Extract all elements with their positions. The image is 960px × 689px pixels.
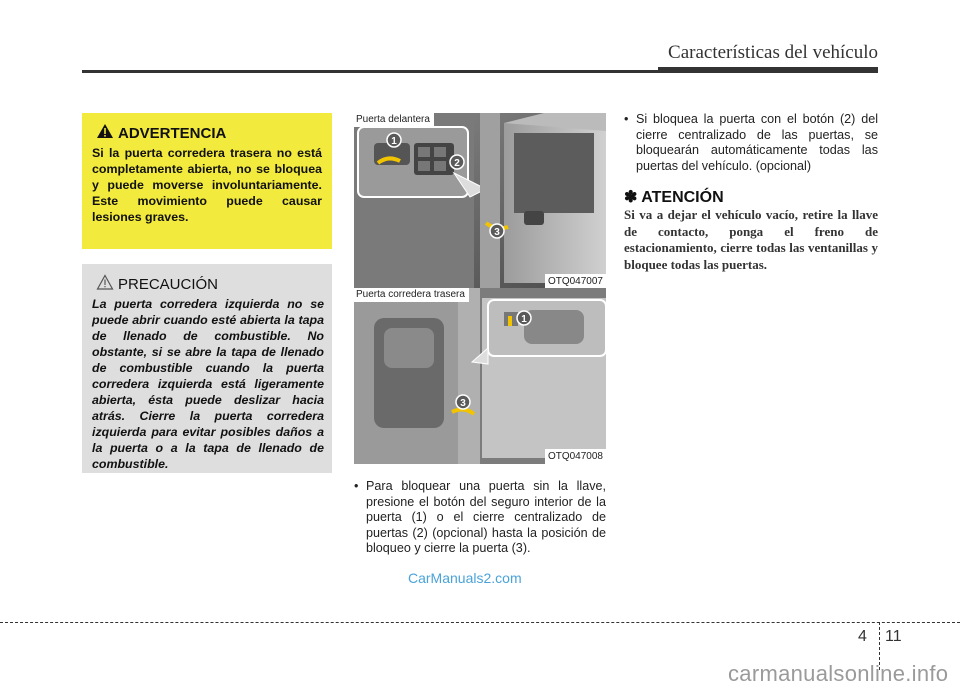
callout-1-icon [517, 311, 531, 325]
sliding-door-illustration [354, 288, 606, 464]
caution-triangle-icon [96, 274, 114, 290]
sliding-door-photo [354, 288, 606, 464]
site-watermark: carmanualsonline.info [728, 661, 949, 686]
list-item [624, 112, 878, 174]
callout-3-icon [456, 395, 470, 409]
svg-text:1: 1 [521, 314, 527, 325]
caution-title: PRECAUCIÓN [118, 276, 219, 293]
svg-text:3: 3 [460, 398, 466, 409]
warning-body: Si la puerta corredera trasera no está completamente abierta, no se bloquea y puede moverse involuntariamente. Este movimiento puede causar lesiones graves. [92, 146, 322, 224]
front-door-photo [354, 113, 606, 289]
warning-box [82, 113, 332, 249]
bullet-icon: • [354, 479, 359, 493]
svg-text:1: 1 [391, 136, 397, 147]
warning-triangle-icon [96, 123, 114, 139]
svg-text:2: 2 [454, 158, 460, 169]
footer-rule [0, 622, 960, 623]
figure-label: Puerta delantera [354, 113, 434, 127]
caution-box [82, 264, 332, 473]
figure-label: Puerta corredera trasera [354, 288, 469, 302]
page-number: 11 [885, 628, 902, 645]
attention-title: ✽ ATENCIÓN [624, 189, 724, 206]
header-rule-accent [658, 67, 878, 72]
callout-3-icon [490, 224, 504, 238]
figure-code: OTQ047008 [545, 449, 606, 464]
section-number: 4 [858, 628, 867, 645]
middle-instructions [354, 479, 606, 557]
bullet-icon: • [624, 112, 629, 126]
warning-title: ADVERTENCIA [118, 125, 227, 142]
right-instructions [624, 112, 878, 174]
header-title: Características del vehículo [668, 42, 878, 63]
svg-text:3: 3 [494, 227, 500, 238]
central-lock-text: Si bloquea la puerta con el botón (2) del cierre centralizado de las puertas, se bloquearán automáticamente todas las puertas del vehículo. (opcional) [636, 112, 878, 173]
caution-body: La puerta corredera izquierda no se puede abrir cuando esté abierta la tapa de llenado de combustible. No obstante, si se abre la tapa de llenado de combustible cuando la puerta corredera izquierda está ligeramente abierta, ésta puede deslizar hacia atrás. Cierre la puerta corredera izquierda para evitar posibles daños a la puerta o a la tapa de llenado de combustible. [92, 297, 324, 471]
list-item [354, 479, 606, 557]
attention-body: Si va a dejar el vehículo vacío, retire la llave de contacto, ponga el freno de estacionamiento, cierre todas las ventanillas y bloquee todas las puertas. [624, 207, 878, 272]
figure-code: OTQ047007 [545, 274, 606, 289]
callout-2-icon [450, 155, 464, 169]
watermark-link[interactable]: CarManuals2.com [408, 570, 522, 586]
callout-1-icon [387, 133, 401, 147]
front-door-illustration [354, 113, 606, 289]
lock-instruction-text: Para bloquear una puerta sin la llave, presione el botón del seguro interior de la puerta (1) o el cierre centralizado de puertas (2) (opcional) hasta la posición de bloqueo y cierre la puerta (3). [366, 479, 606, 555]
